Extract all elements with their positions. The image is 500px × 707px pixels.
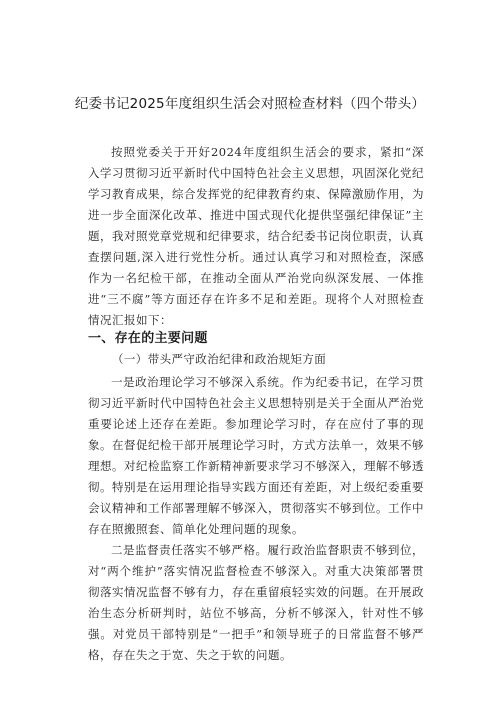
intro-paragraph — [88, 142, 424, 331]
section-heading: 一、存在的主要问题 — [88, 331, 208, 346]
subsection-heading: （一）带头严守政治纪律和政治规矩方面 — [112, 352, 327, 366]
document-title: 纪委书记2025年度组织生活会对照检查材料（四个带头） — [74, 96, 426, 112]
intro-text: 按照党委关于开好2024年度组织生活会的要求，紧扣“深入学习贯彻习近平新时代中国特色社会主义思想，巩固深化党纪学习教育成果，综合发挥党的纪律教育约束、保障激励作用，为进一步全面深化改革、推进中国式现代化提供坚强纪律保证”主题，我对照党章党规和纪律要求，结合纪委书记岗位职责，认真查摆问题,深入进行党性分析。通过认真学习和对照检查，深感作为一名纪检干部，在推动全面从严治党向纵深发展、一体推进“三不腐”等方面还存在许多不足和差距。现将个人对照检查情况汇报如下： — [88, 145, 424, 327]
body-paragraph-2 — [88, 540, 424, 666]
body-paragraph-1 — [88, 372, 424, 540]
paragraph-2-text: 二是监督责任落实不够严格。履行政治监督职责不够到位，对“两个维护”落实情况监督检查不够深入。对重大决策部署贯彻落实情况监督不够有力，存在重留痕轻实效的问题。在开展政治生态分析研判时，站位不够高，分析不够深入，针对性不够强。对党员干部特别是“一把手”和领导班子的日常监督不够严格，存在失之于宽、失之于软的问题。 — [88, 543, 424, 662]
paragraph-1-text: 一是政治理论学习不够深入系统。作为纪委书记，在学习贯彻习近平新时代中国特色社会主义思想特别是关于全面从严治党重要论述上还存在差距。参加理论学习时，存在应付了事的现象。在督促纪检干部开展理论学习时，方式方法单一，效果不够理想。对纪检监察工作新精神新要求学习不够深入，理解不够透彻。特别是在运用理论指导实践方面还有差距，对上级纪委重要会议精神和工作部署理解不够深入，贯彻落实不够到位。工作中存在照搬照套、简单化处理问题的现象。 — [88, 375, 424, 536]
